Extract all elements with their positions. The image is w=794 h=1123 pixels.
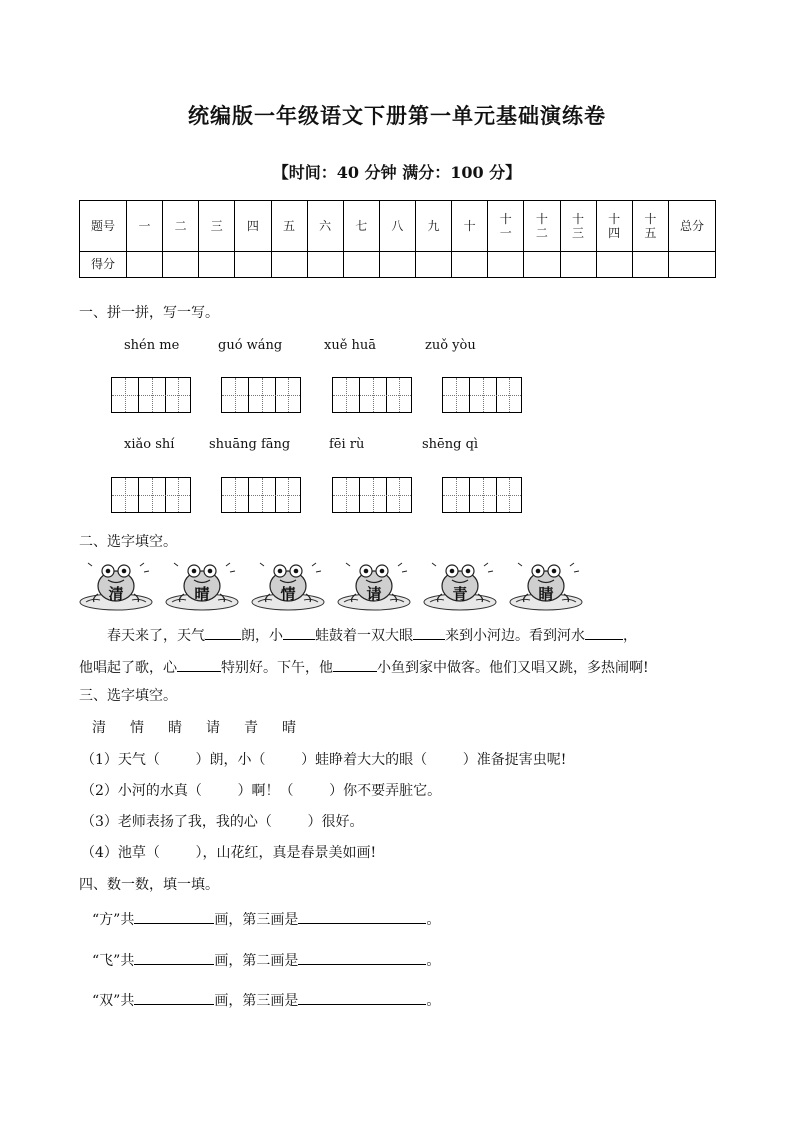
frog-character: 晴 <box>194 585 210 603</box>
score-cell[interactable] <box>488 251 524 277</box>
col-label-stacked <box>488 201 524 252</box>
row-label-question-no: 题号 <box>80 201 127 252</box>
pinyin-label: fēi rù <box>329 437 365 452</box>
fill-blank[interactable] <box>134 990 214 1005</box>
pinyin-label: xiǎo shí <box>124 437 175 452</box>
frog-character: 情 <box>280 585 296 603</box>
writing-grid[interactable] <box>442 477 522 513</box>
question-4: （4）池草（ ），山花红，真是春景美如画! <box>81 845 377 861</box>
line-text: 。 <box>426 953 441 969</box>
story-text: 蛙鼓着一双大眼 <box>315 628 413 644</box>
col-label: 四 <box>235 201 271 252</box>
score-cell[interactable] <box>307 251 343 277</box>
character-options <box>92 717 296 737</box>
stroke-count-line <box>92 950 440 970</box>
score-cell[interactable] <box>560 251 596 277</box>
story-text: 朗，小 <box>241 628 283 644</box>
fill-blank[interactable] <box>177 657 221 672</box>
exam-info: 【时间：40 分钟 满分：100 分】 <box>272 163 522 182</box>
pinyin-label: zuǒ yòu <box>425 338 476 353</box>
pinyin-label: shuāng fāng <box>209 437 291 452</box>
line-text: “双”共 <box>92 993 135 1009</box>
col-label: 三 <box>199 201 235 252</box>
score-cell[interactable] <box>452 251 488 277</box>
score-table <box>79 200 716 278</box>
row-label-score: 得分 <box>80 251 127 277</box>
option-char: 清 <box>92 720 106 736</box>
fill-blank[interactable] <box>205 625 241 640</box>
fill-blank[interactable] <box>134 950 214 965</box>
fill-blank[interactable] <box>298 990 426 1005</box>
frog-illustration <box>422 560 498 612</box>
fill-blank[interactable] <box>298 950 426 965</box>
frog-character: 睛 <box>538 585 554 603</box>
col-label-ten: 十 <box>572 211 585 226</box>
pinyin-label: xuě huā <box>324 338 377 353</box>
writing-grid[interactable] <box>111 477 191 513</box>
pinyin-label: shēng qì <box>422 437 479 452</box>
fill-blank[interactable] <box>298 909 426 924</box>
section4-heading: 四、数一数，填一填。 <box>79 877 219 893</box>
col-label: 五 <box>271 201 307 252</box>
line-text: 。 <box>426 912 441 928</box>
option-char: 请 <box>206 720 220 736</box>
story-text: 特别好。下午，他 <box>221 660 333 676</box>
story-text: 他唱起了歌，心 <box>79 660 177 676</box>
story-text: 小鱼到家中做客。他们又唱又跳，多热闹啊! <box>377 660 649 676</box>
story-line-1 <box>79 620 719 652</box>
col-label: 十 <box>452 201 488 252</box>
col-label-unit: 三 <box>572 225 585 240</box>
line-text: 。 <box>426 993 441 1009</box>
writing-grid[interactable] <box>332 377 412 413</box>
question-2: （2）小河的水真（ ）啊！（ ）你不要弄脏它。 <box>81 783 442 799</box>
col-label: 六 <box>307 201 343 252</box>
col-label: 二 <box>163 201 199 252</box>
col-label-stacked <box>596 201 632 252</box>
score-cell[interactable] <box>596 251 632 277</box>
score-cell[interactable] <box>524 251 560 277</box>
story-line-2 <box>79 652 719 684</box>
col-label-ten: 十 <box>499 211 512 226</box>
col-label: 八 <box>379 201 415 252</box>
line-text: 画，第二画是 <box>214 953 299 969</box>
fill-blank[interactable] <box>333 657 377 672</box>
col-label-ten: 十 <box>608 211 621 226</box>
frog-character: 清 <box>108 585 124 603</box>
col-label: 七 <box>343 201 379 252</box>
col-label: 九 <box>416 201 452 252</box>
section3-heading: 三、选字填空。 <box>79 688 177 704</box>
line-text: “方”共 <box>92 912 135 928</box>
score-cell[interactable] <box>343 251 379 277</box>
score-table-header-row <box>80 201 716 252</box>
frog-illustration <box>336 560 412 612</box>
writing-grid[interactable] <box>442 377 522 413</box>
col-label: 一 <box>127 201 163 252</box>
story-paragraph <box>79 620 719 684</box>
score-cell[interactable] <box>379 251 415 277</box>
pinyin-label: guó wáng <box>218 338 283 353</box>
writing-grid[interactable] <box>221 377 301 413</box>
line-text: “飞”共 <box>92 953 135 969</box>
frog-character: 请 <box>366 585 382 603</box>
page-title: 统编版一年级语文下册第一单元基础演练卷 <box>188 103 606 128</box>
question-1: （1）天气（ ）朗，小（ ）蛙睁着大大的眼（ ）准备捉害虫呢! <box>81 752 567 768</box>
col-label-unit: 一 <box>499 225 512 240</box>
story-text: 春天来了，天气 <box>107 628 205 644</box>
fill-blank[interactable] <box>283 625 315 640</box>
frog-illustration <box>508 560 584 612</box>
col-label-unit: 五 <box>644 225 657 240</box>
score-cell[interactable] <box>199 251 235 277</box>
writing-grid[interactable] <box>111 377 191 413</box>
fill-blank[interactable] <box>585 625 623 640</box>
score-cell[interactable] <box>235 251 271 277</box>
question-3: （3）老师表扬了我，我的心（ ）很好。 <box>81 814 364 830</box>
option-char: 晴 <box>282 720 296 736</box>
score-cell[interactable] <box>127 251 163 277</box>
fill-blank[interactable] <box>134 909 214 924</box>
story-text: 来到小河边。看到河水 <box>445 628 585 644</box>
col-label-unit: 二 <box>535 225 548 240</box>
fill-blank[interactable] <box>413 625 445 640</box>
frog-character: 青 <box>452 585 468 603</box>
score-cell-total[interactable] <box>669 251 716 277</box>
story-text: ， <box>623 628 637 644</box>
line-text: 画，第三画是 <box>214 912 299 928</box>
col-label-stacked <box>632 201 668 252</box>
option-char: 情 <box>130 720 144 736</box>
stroke-count-line <box>92 990 440 1010</box>
score-cell[interactable] <box>416 251 452 277</box>
score-table-score-row <box>80 251 716 277</box>
pinyin-label: shén me <box>124 338 180 353</box>
option-char: 睛 <box>168 720 182 736</box>
frog-illustration <box>164 560 240 612</box>
score-cell[interactable] <box>271 251 307 277</box>
total-label: 总分 <box>669 201 716 252</box>
col-label-unit: 四 <box>608 225 621 240</box>
stroke-count-line <box>92 909 440 929</box>
col-label-ten: 十 <box>535 211 548 226</box>
frog-illustration <box>250 560 326 612</box>
section1-heading: 一、拼一拼，写一写。 <box>79 305 219 321</box>
section2-heading: 二、选字填空。 <box>79 534 177 550</box>
col-label-stacked <box>560 201 596 252</box>
frog-illustration <box>78 560 154 612</box>
col-label-stacked <box>524 201 560 252</box>
writing-grid[interactable] <box>221 477 301 513</box>
line-text: 画，第三画是 <box>214 993 299 1009</box>
score-cell[interactable] <box>163 251 199 277</box>
option-char: 青 <box>244 720 258 736</box>
col-label-ten: 十 <box>644 211 657 226</box>
score-cell[interactable] <box>632 251 668 277</box>
writing-grid[interactable] <box>332 477 412 513</box>
